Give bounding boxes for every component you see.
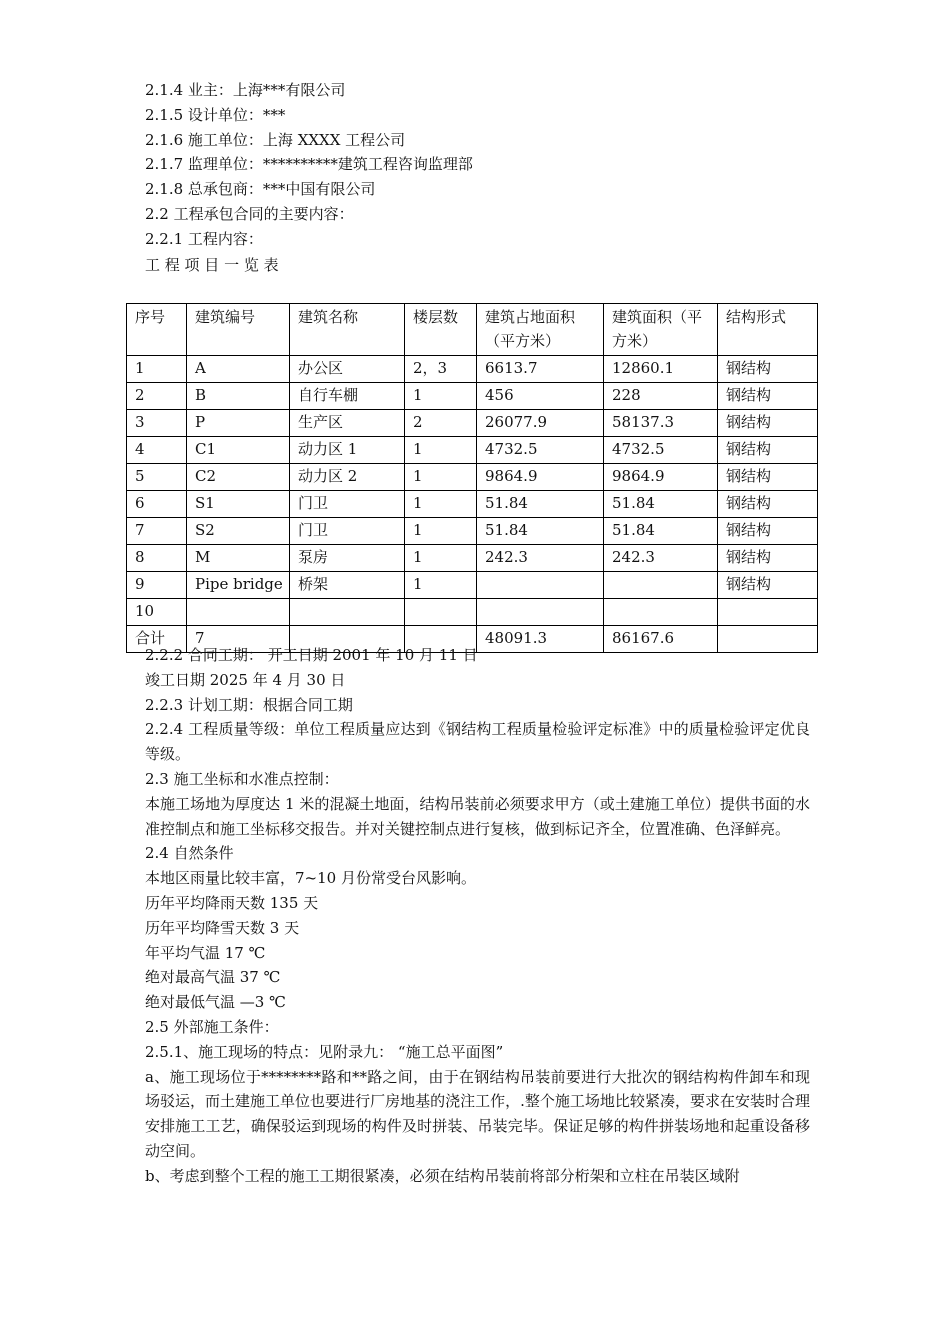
header-cell: 建筑编号 (187, 304, 290, 356)
text-line: 2.2 工程承包合同的主要内容： (145, 204, 354, 223)
table-cell: 1 (405, 383, 477, 410)
table-cell: C1 (187, 437, 290, 464)
table-cell: M (187, 545, 290, 572)
section-heading: 2.4 自然条件 (145, 844, 234, 863)
section-heading: 2.3 施工坐标和水准点控制： (145, 769, 339, 788)
table-cell: B (187, 383, 290, 410)
table-cell: 12860.1 (604, 356, 718, 383)
table-cell: 钢结构 (718, 518, 818, 545)
table-cell: 10 (127, 599, 187, 626)
table-cell (405, 599, 477, 626)
table-cell (290, 599, 405, 626)
table-cell: 51.84 (604, 491, 718, 518)
table-cell: 86167.6 (604, 626, 718, 653)
table-cell: A (187, 356, 290, 383)
table-cell: 242.3 (477, 545, 604, 572)
table-row (127, 491, 818, 518)
table-cell: 3 (127, 410, 187, 437)
table-row (127, 545, 818, 572)
table-cell: 6613.7 (477, 356, 604, 383)
table-row (127, 518, 818, 545)
table-row (127, 464, 818, 491)
text-line: 2.1.8 总承包商：***中国有限公司 (145, 180, 376, 199)
table-cell: 4732.5 (477, 437, 604, 464)
table-cell: 51.84 (477, 518, 604, 545)
table-cell: 48091.3 (477, 626, 604, 653)
document-body (145, 643, 810, 1189)
table-cell (604, 599, 718, 626)
table-cell: 26077.9 (477, 410, 604, 437)
table-cell: P (187, 410, 290, 437)
table-cell: 1 (405, 545, 477, 572)
table-cell: 钢结构 (718, 572, 818, 599)
table-cell: 228 (604, 383, 718, 410)
text-line: 绝对最高气温 37 ℃ (145, 968, 281, 987)
table-cell: 动力区 1 (290, 437, 405, 464)
table-cell: 51.84 (477, 491, 604, 518)
table-cell: 456 (477, 383, 604, 410)
text-line: 2.1.5 设计单位：*** (145, 105, 286, 124)
table-cell: 钢结构 (718, 437, 818, 464)
table-cell: 2 (127, 383, 187, 410)
header-cell: 建筑面积（平方米） (604, 304, 718, 356)
header-cell: 结构形式 (718, 304, 818, 356)
table-cell: 1 (405, 464, 477, 491)
text-line: 竣工日期 2025 年 4 月 30 日 (145, 670, 346, 689)
table-row (127, 599, 818, 626)
table-header-row (127, 304, 818, 356)
table-cell: 8 (127, 545, 187, 572)
text-line: 绝对最低气温 —3 ℃ (145, 993, 286, 1012)
table-cell: 钢结构 (718, 545, 818, 572)
table-cell: 6 (127, 491, 187, 518)
header-cell: 建筑占地面积（平方米） (477, 304, 604, 356)
table-cell (477, 599, 604, 626)
table-cell: 9 (127, 572, 187, 599)
table-cell: 钢结构 (718, 491, 818, 518)
table-row (127, 572, 818, 599)
table-cell: 51.84 (604, 518, 718, 545)
table-cell: 58137.3 (604, 410, 718, 437)
paragraph: b、考虑到整个工程的施工工期很紧凑，必须在结构吊装前将部分桁架和立柱在吊装区域附 (145, 1166, 740, 1185)
table-cell: 1 (405, 572, 477, 599)
text-line: 2.1.4 业主：上海***有限公司 (145, 81, 346, 99)
text-line: 历年平均降雨天数 135 天 (145, 893, 319, 912)
table-cell: 泵房 (290, 545, 405, 572)
table-row (127, 410, 818, 437)
section-heading: 2.5 外部施工条件： (145, 1017, 279, 1036)
text-line: 历年平均降雪天数 3 天 (145, 918, 300, 937)
text-line: 2.2.3 计划工期：根据合同工期 (145, 695, 353, 714)
table-cell: 钢结构 (718, 356, 818, 383)
table-cell: 门卫 (290, 491, 405, 518)
table-cell (187, 599, 290, 626)
header-cell: 楼层数 (405, 304, 477, 356)
table-cell (718, 599, 818, 626)
table-cell: 生产区 (290, 410, 405, 437)
table-cell: 钢结构 (718, 464, 818, 491)
paragraph: 2.2.4 工程质量等级：单位工程质量应达到《钢结构工程质量检验评定标准》中的质量检验评定优良等级。 (145, 720, 810, 764)
paragraph: 本施工场地为厚度达 1 米的混凝土地面，结构吊装前必须要求甲方（或土建施工单位）提供书面的水准控制点和施工坐标移交报告。并对关键控制点进行复核，做到标记齐全，位置准确、色泽鲜亮。 (145, 794, 810, 838)
table-cell: Pipe bridge (187, 572, 290, 599)
table-cell: 门卫 (290, 518, 405, 545)
table-cell: 2，3 (405, 356, 477, 383)
table-cell: 242.3 (604, 545, 718, 572)
text-line: 2.5.1、施工现场的特点：见附录九： “施工总平面图” (145, 1042, 504, 1061)
table-cell: 钢结构 (718, 383, 818, 410)
table-cell: 9864.9 (477, 464, 604, 491)
text-line: 2.2.1 工程内容： (145, 229, 263, 248)
table-cell: 办公区 (290, 356, 405, 383)
table-cell: 合计 (127, 626, 187, 653)
table-cell (604, 572, 718, 599)
table-cell: 1 (405, 518, 477, 545)
table-cell: 钢结构 (718, 410, 818, 437)
table-cell: 7 (127, 518, 187, 545)
table-cell: 动力区 2 (290, 464, 405, 491)
text-line: 本地区雨量比较丰富，7~10 月份常受台风影响。 (145, 869, 476, 888)
text-line: 2.2.2 合同工期： 开工日期 2001 年 10 月 11 日 (145, 646, 478, 664)
table-cell: 1 (127, 356, 187, 383)
text-line: 2.1.6 施工单位：上海 XXXX 工程公司 (145, 130, 406, 149)
table-cell: 自行车棚 (290, 383, 405, 410)
table-cell: 1 (405, 491, 477, 518)
table-title: 工 程 项 目 一 览 表 (145, 255, 279, 274)
header-cell: 序号 (127, 304, 187, 356)
table-cell: S2 (187, 518, 290, 545)
table-cell: 5 (127, 464, 187, 491)
header-cell: 建筑名称 (290, 304, 405, 356)
table-cell: C2 (187, 464, 290, 491)
table-cell: 4 (127, 437, 187, 464)
table-cell: 4732.5 (604, 437, 718, 464)
paragraph: a、施工现场位于********路和**路之间，由于在钢结构吊装前要进行大批次的钢结构构件卸车和现场驳运，而土建施工单位也要进行厂房地基的浇注工作，.整个施工场地比较紧凑，要求在安装时合理安排施工工艺，确保驳运到现场的构件及时拼装、吊装完毕。保证足够的构件拼装场地和起重设备移动空间。 (145, 1067, 810, 1160)
table-cell: 7 (187, 626, 290, 653)
text-line: 2.1.7 监理单位：**********建筑工程咨询监理部 (145, 155, 473, 174)
project-table (126, 303, 818, 653)
table-row (127, 356, 818, 383)
table-row (127, 437, 818, 464)
text-line: 年平均气温 17 ℃ (145, 943, 266, 962)
document-page (145, 78, 810, 277)
table-cell: 9864.9 (604, 464, 718, 491)
table-cell: S1 (187, 491, 290, 518)
table-cell: 1 (405, 437, 477, 464)
table-row (127, 383, 818, 410)
table-cell (477, 572, 604, 599)
table-cell: 2 (405, 410, 477, 437)
table-cell: 桥架 (290, 572, 405, 599)
